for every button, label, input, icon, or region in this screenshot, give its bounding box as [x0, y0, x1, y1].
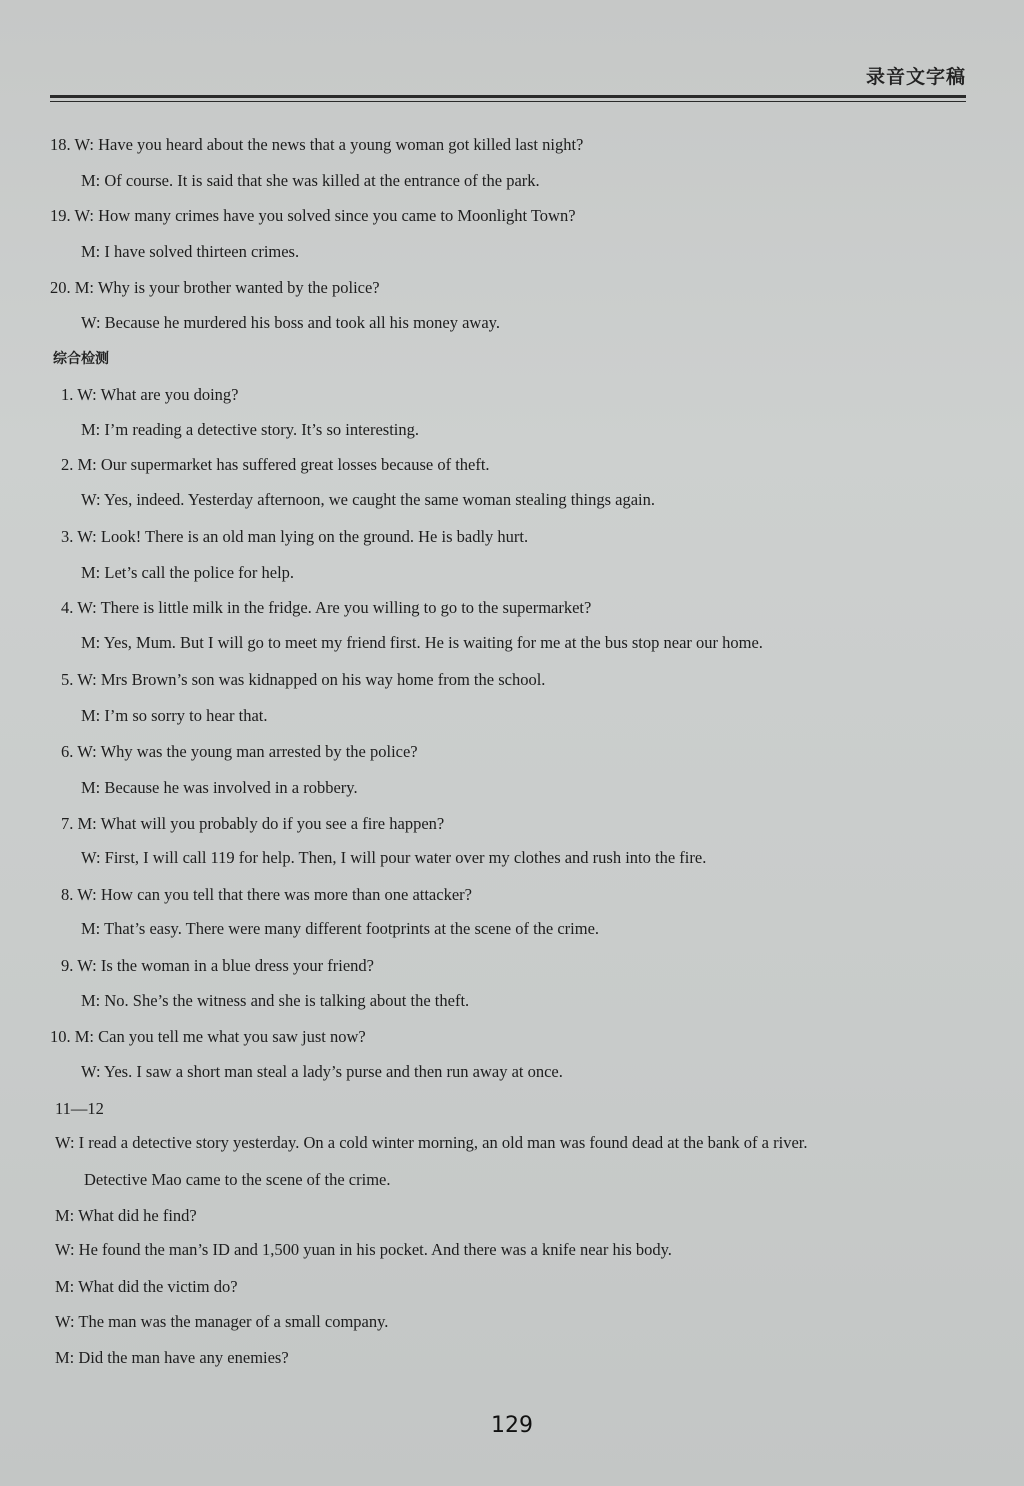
- dialogue-line: M: Did the man have any enemies?: [55, 1348, 289, 1367]
- dialogue-line: M: No. She’s the witness and she is talking about the theft.: [81, 991, 470, 1010]
- dialogue-line: M: I have solved thirteen crimes.: [81, 242, 300, 261]
- header-rule: [50, 95, 966, 98]
- dialogue-line: M: Yes, Mum. But I will go to meet my friend first. He is waiting for me at the bus stop near our home.: [81, 633, 763, 652]
- dialogue-line: 7. M: What will you probably do if you see a fire happen?: [61, 814, 445, 833]
- dialogue-line: W: The man was the manager of a small company.: [55, 1312, 389, 1331]
- dialogue-line: 2. M: Our supermarket has suffered great losses because of theft.: [61, 455, 490, 474]
- dialogue-line: M: Let’s call the police for help.: [81, 563, 295, 582]
- dialogue-line: M: Of course. It is said that she was killed at the entrance of the park.: [81, 171, 540, 190]
- dialogue-line: M: Because he was involved in a robbery.: [81, 778, 358, 797]
- dialogue-line: 6. W: Why was the young man arrested by the police?: [61, 742, 418, 761]
- dialogue-line: M: What did he find?: [55, 1206, 197, 1225]
- dialogue-line: 20. M: Why is your brother wanted by the police?: [50, 278, 380, 297]
- page-number: 129: [491, 1413, 533, 1438]
- dialogue-line: M: What did the victim do?: [55, 1277, 238, 1296]
- dialogue-line: 18. W: Have you heard about the news that a young woman got killed last night?: [50, 135, 584, 154]
- dialogue-line: W: First, I will call 119 for help. Then, I will pour water over my clothes and rush into the fire.: [81, 848, 707, 867]
- dialogue-line: M: I’m reading a detective story. It’s so interesting.: [81, 420, 420, 439]
- dialogue-line: 5. W: Mrs Brown’s son was kidnapped on his way home from the school.: [61, 670, 546, 689]
- dialogue-line: W: I read a detective story yesterday. On a cold winter morning, an old man was found dead at the bank of a river.: [55, 1133, 808, 1152]
- header-rule-thin: [50, 101, 966, 102]
- dialogue-line: W: He found the man’s ID and 1,500 yuan in his pocket. And there was a knife near his body.: [55, 1240, 672, 1259]
- dialogue-line: W: Yes, indeed. Yesterday afternoon, we caught the same woman stealing things again.: [81, 490, 656, 509]
- dialogue-line: M: That’s easy. There were many different footprints at the scene of the crime.: [81, 919, 600, 938]
- running-head: 录音文字稿: [865, 66, 966, 88]
- dialogue-line: M: I’m so sorry to hear that.: [81, 706, 268, 725]
- dialogue-line: 19. W: How many crimes have you solved since you came to Moonlight Town?: [50, 206, 576, 225]
- dialogue-line: 4. W: There is little milk in the fridge. Are you willing to go to the supermarket?: [61, 598, 592, 617]
- dialogue-line: 1. W: What are you doing?: [61, 385, 239, 404]
- section-title: 综合检测: [53, 351, 109, 367]
- dialogue-line: 9. W: Is the woman in a blue dress your friend?: [61, 956, 374, 975]
- dialogue-line: 8. W: How can you tell that there was more than one attacker?: [61, 885, 472, 904]
- dialogue-label: 11—12: [55, 1099, 104, 1118]
- dialogue-line: Detective Mao came to the scene of the crime.: [84, 1170, 391, 1189]
- dialogue-line: W: Yes. I saw a short man steal a lady’s purse and then run away at once.: [81, 1062, 563, 1081]
- dialogue-line: W: Because he murdered his boss and took all his money away.: [81, 313, 500, 332]
- dialogue-line: 10. M: Can you tell me what you saw just now?: [50, 1027, 366, 1046]
- dialogue-line: 3. W: Look! There is an old man lying on the ground. He is badly hurt.: [61, 527, 529, 546]
